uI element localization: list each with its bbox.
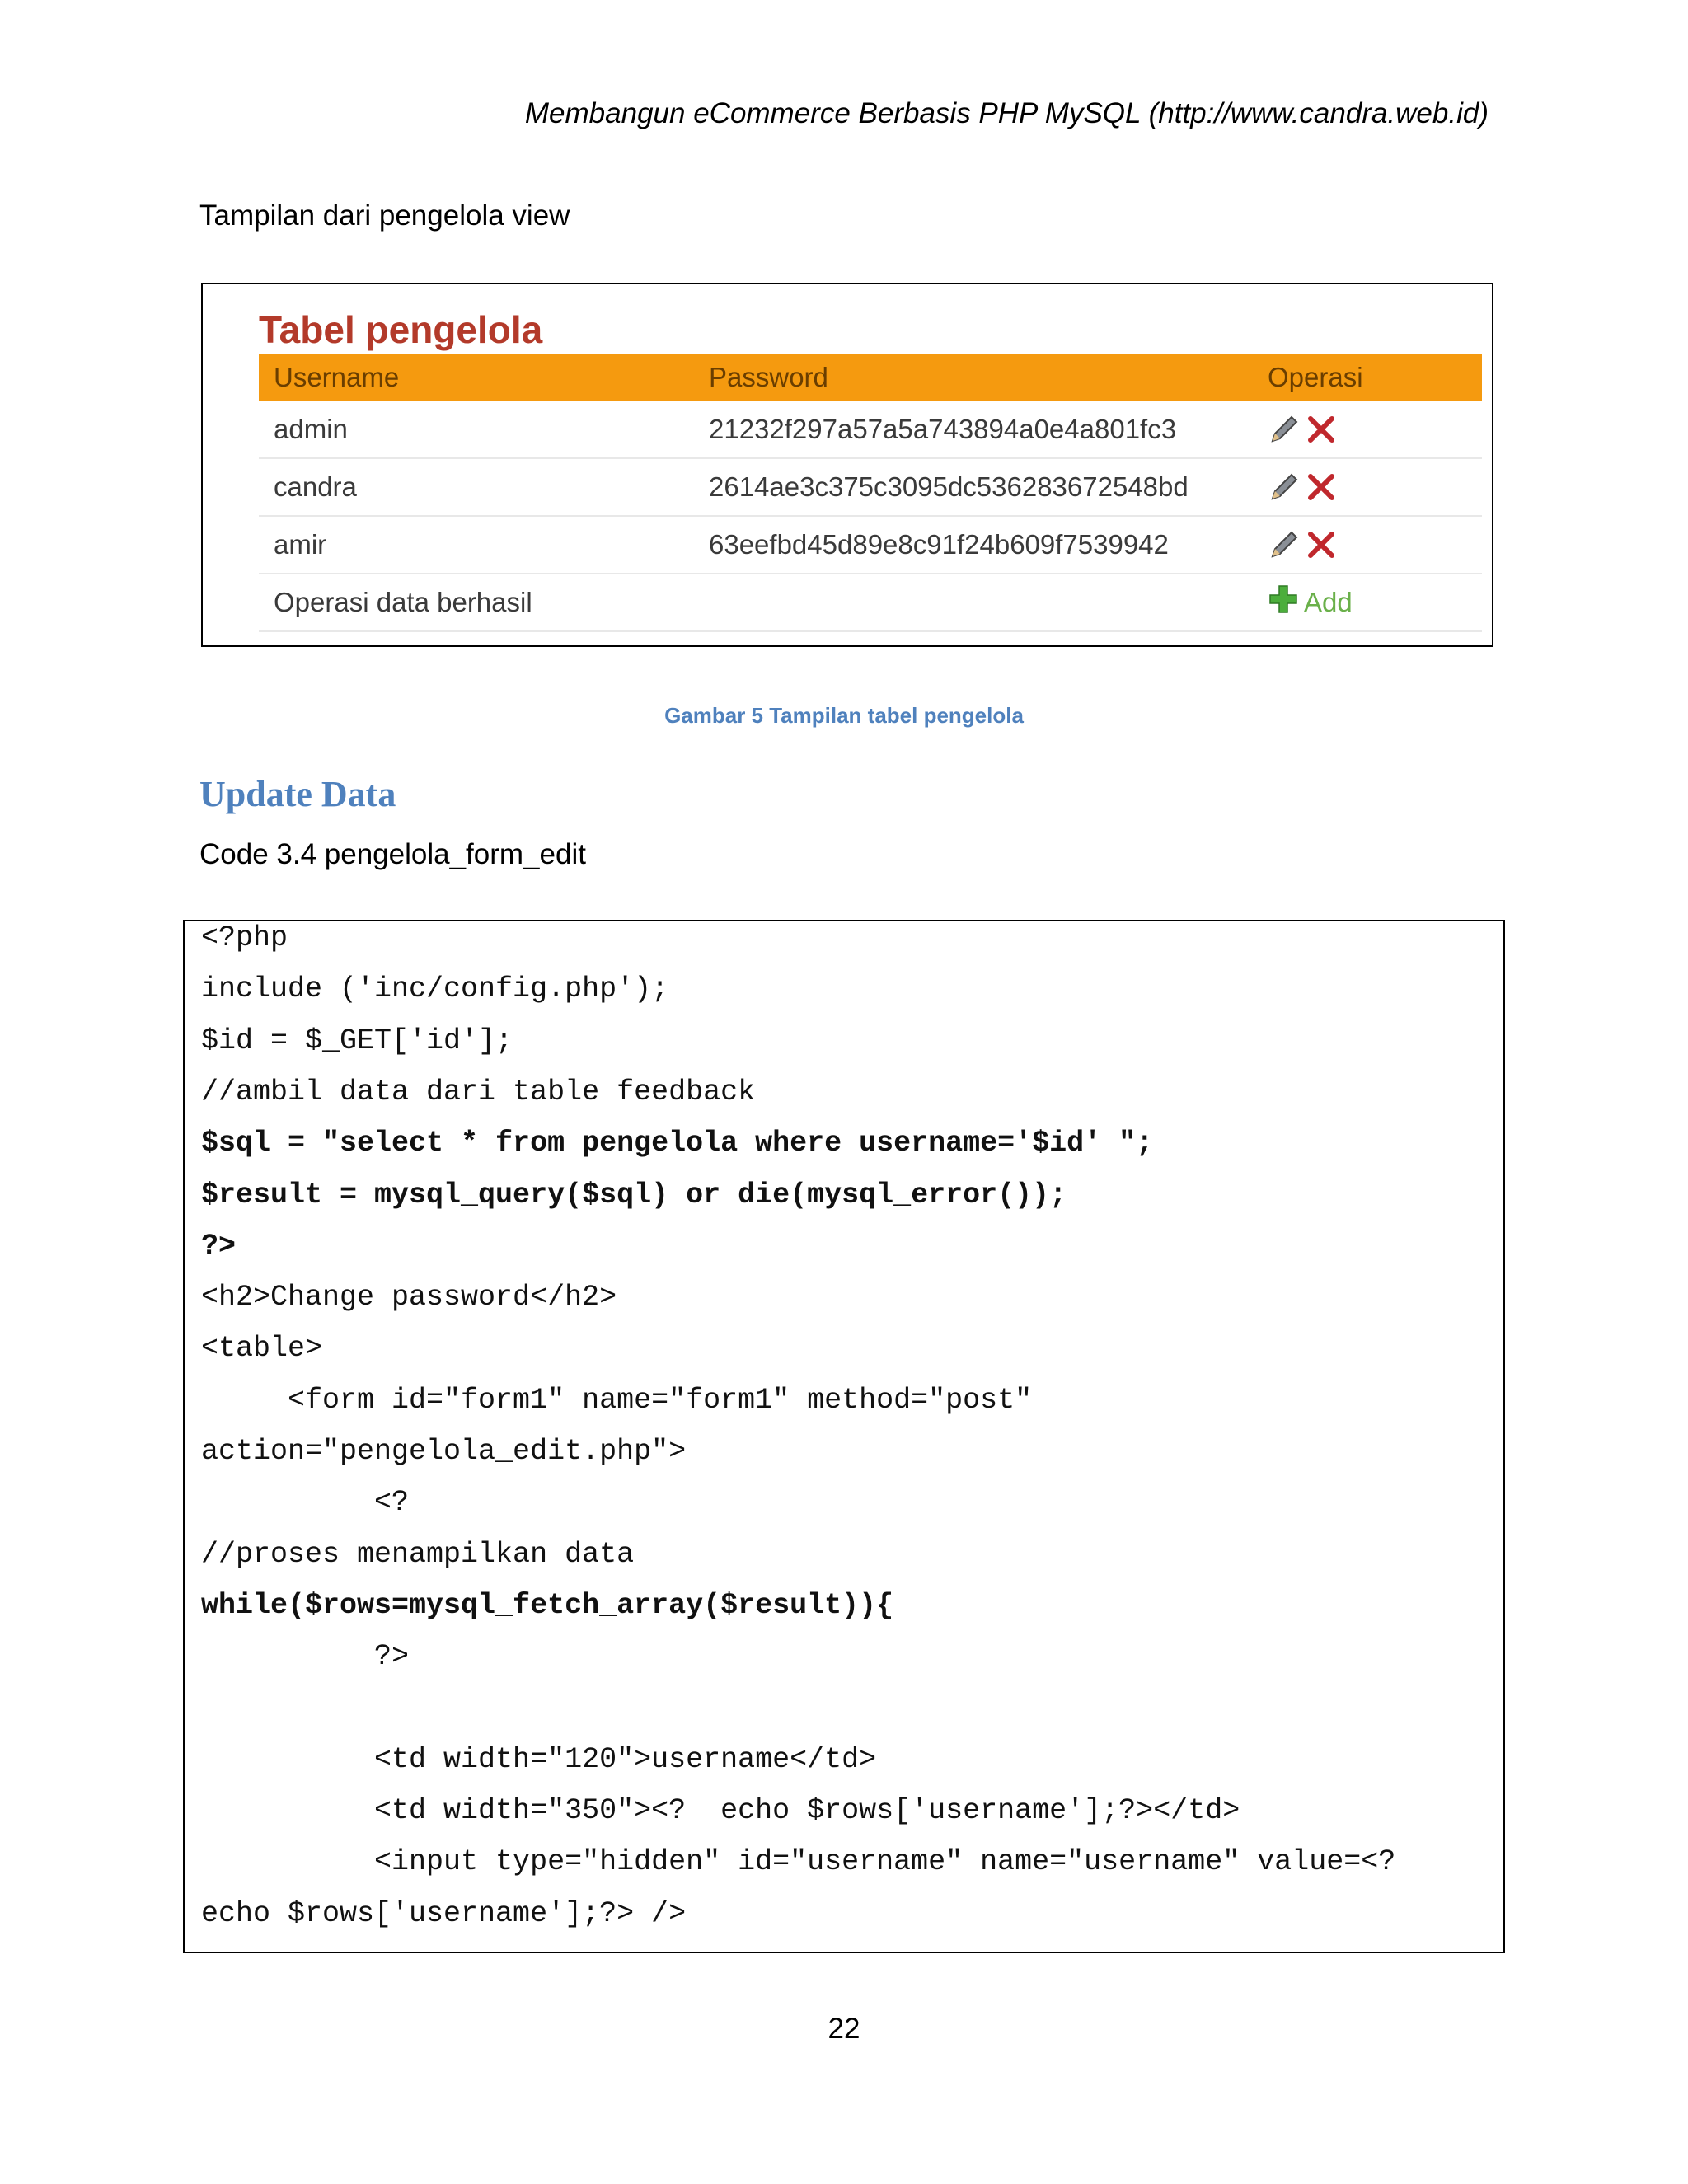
page-number: 22 bbox=[828, 2013, 860, 2045]
code-line: <? bbox=[201, 1486, 410, 1520]
code-line: ?> bbox=[201, 1640, 410, 1674]
password-cell: 63eefbd45d89e8c91f24b609f7539942 bbox=[694, 516, 1253, 574]
table-header-row bbox=[259, 354, 1482, 401]
table-row bbox=[259, 516, 1482, 574]
pencil-icon[interactable] bbox=[1268, 471, 1301, 504]
column-header-password: Password bbox=[694, 354, 1253, 401]
code-line: <input type="hidden" id="username" name="username" value=<? bbox=[201, 1845, 1396, 1879]
code-line: <h2>Change password</h2> bbox=[201, 1281, 617, 1315]
code-line: while($rows=mysql_fetch_array($result)){ bbox=[201, 1588, 894, 1622]
add-cell bbox=[1253, 574, 1482, 631]
code-line: ?> bbox=[201, 1229, 237, 1263]
username-cell: candra bbox=[259, 458, 694, 516]
section-heading: Update Data bbox=[199, 774, 396, 814]
intro-text: Tampilan dari pengelola view bbox=[199, 199, 570, 232]
code-line: //ambil data dari table feedback bbox=[201, 1075, 756, 1108]
code-line: <?php bbox=[201, 921, 288, 954]
column-header-username: Username bbox=[259, 354, 694, 401]
operations-cell bbox=[1253, 401, 1482, 458]
add-link[interactable] bbox=[1268, 583, 1482, 621]
pengelola-table bbox=[259, 354, 1482, 632]
close-icon[interactable] bbox=[1306, 414, 1337, 445]
close-icon[interactable] bbox=[1306, 471, 1337, 503]
code-line: <td width="120">username</td> bbox=[201, 1742, 877, 1776]
code-line: echo $rows['username'];?> /> bbox=[201, 1896, 687, 1930]
figure-caption: Gambar 5 Tampilan tabel pengelola bbox=[664, 703, 1024, 728]
code-line: //proses menampilkan data bbox=[201, 1537, 635, 1571]
pencil-icon[interactable] bbox=[1268, 528, 1301, 561]
column-header-operasi: Operasi bbox=[1253, 354, 1482, 401]
code-line: $id = $_GET['id']; bbox=[201, 1024, 513, 1057]
operations-cell bbox=[1253, 458, 1482, 516]
table-row bbox=[259, 401, 1482, 458]
code-line: action="pengelola_edit.php"> bbox=[201, 1435, 687, 1468]
operations-cell bbox=[1253, 516, 1482, 574]
table-footer-row bbox=[259, 574, 1482, 631]
code-line: $result = mysql_query($sql) or die(mysql_error()); bbox=[201, 1178, 1067, 1212]
empty-cell bbox=[694, 574, 1253, 631]
table-row bbox=[259, 458, 1482, 516]
add-label: Add bbox=[1304, 587, 1353, 617]
username-cell: admin bbox=[259, 401, 694, 458]
running-header: Membangun eCommerce Berbasis PHP MySQL (http://www.candra.web.id) bbox=[524, 97, 1489, 129]
status-message: Operasi data berhasil bbox=[259, 574, 694, 631]
code-block bbox=[183, 920, 1505, 1953]
screenshot-figure bbox=[201, 283, 1493, 647]
code-line: include ('inc/config.php'); bbox=[201, 972, 669, 1006]
code-line: <table> bbox=[201, 1332, 323, 1366]
code-line: <form id="form1" name="form1" method="post" bbox=[201, 1383, 1033, 1417]
pencil-icon[interactable] bbox=[1268, 413, 1301, 446]
username-cell: amir bbox=[259, 516, 694, 574]
plus-icon bbox=[1268, 583, 1299, 621]
password-cell: 21232f297a57a5a743894a0e4a801fc3 bbox=[694, 401, 1253, 458]
code-label: Code 3.4 pengelola_form_edit bbox=[199, 838, 586, 870]
password-cell: 2614ae3c375c3095dc536283672548bd bbox=[694, 458, 1253, 516]
figure-title: Tabel pengelola bbox=[259, 308, 543, 351]
code-line: <td width="350"><? echo $rows['username'];?></td> bbox=[201, 1794, 1240, 1828]
close-icon[interactable] bbox=[1306, 529, 1337, 560]
code-line: $sql = "select * from pengelola where username='$id' "; bbox=[201, 1127, 1154, 1160]
